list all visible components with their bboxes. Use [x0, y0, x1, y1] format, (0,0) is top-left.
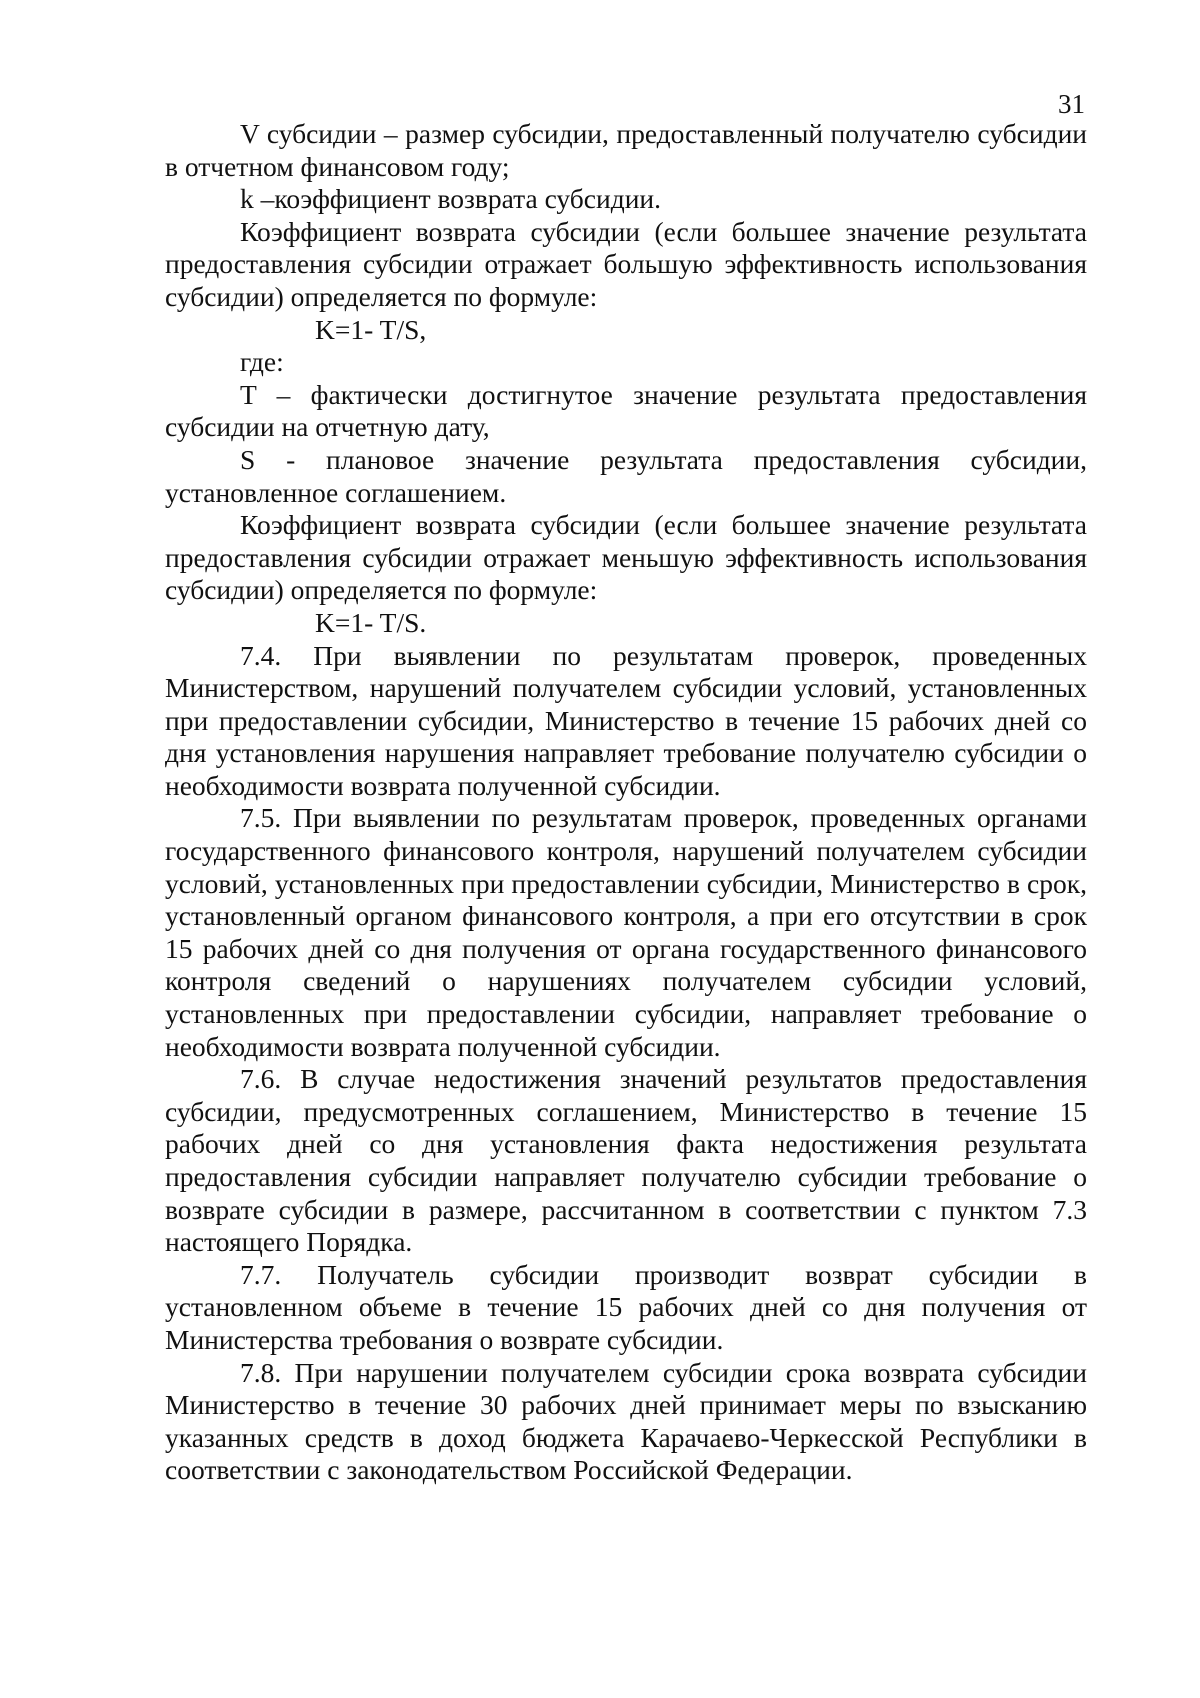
paragraph-7-4: 7.4. При выявлении по результатам проверок, проведенных Министерством, нарушений получателем субсидии условий, установленных при предоставлении субсидии, Министерство в течение 15 рабочих дней со дня установления нарушения направляет требование получателю субсидии о необходимости возврата полученной субсидии.: [165, 639, 1087, 801]
paragraph-coefficient-rule-2: Коэффициент возврата субсидии (если большее значение результата предоставления субсидии отражает меньшую эффективность использования субсидии) определяется по формуле:: [165, 509, 1087, 606]
paragraph-t-definition: T – фактически достигнутое значение результата предоставления субсидии на отчетную дату,: [165, 378, 1087, 443]
formula-1: K=1- T/S,: [315, 313, 427, 345]
paragraph-v-subsidy: V субсидии – размер субсидии, предоставленный получателю субсидии в отчетном финансовом году;: [165, 118, 1087, 182]
page-number: 31: [1058, 89, 1085, 119]
paragraph-7-6: 7.6. В случае недостижения значений результатов предоставления субсидии, предусмотренных соглашением, Министерство в течение 15 рабочих дней со дня установления факта недостижения результата предоставления субсидии направляет получателю субсидии требование о возврате субсидии в размере, рассчитанном в соответствии с пунктом 7.3 настоящего Порядка.: [165, 1063, 1087, 1258]
document-body: [165, 118, 1087, 1487]
paragraph-7-7: 7.7. Получатель субсидии производит возврат субсидии в установленном объеме в течение 15 рабочих дней со дня получения от Министерства требования о возврате субсидии.: [165, 1258, 1087, 1355]
paragraph-k-coefficient: k –коэффициент возврата субсидии.: [240, 183, 662, 215]
paragraph-coefficient-rule-1: Коэффициент возврата субсидии (если большее значение результата предоставления субсидии отражает большую эффективность использования субсидии) определяется по формуле:: [165, 215, 1087, 312]
paragraph-s-definition: S - плановое значение результата предоставления субсидии, установленное соглашением.: [165, 443, 1087, 508]
paragraph-where: где:: [240, 346, 284, 378]
paragraph-7-5: 7.5. При выявлении по результатам проверок, проведенных органами государственного финансового контроля, нарушений получателем субсидии условий, установленных при предоставлении субсидии, Министерство в срок, установленный органом финансового контроля, а при его отсутствии в срок 15 рабочих дней со дня получения от органа государственного финансового контроля сведений о нарушениях получателем субсидии условий, установленных при предоставлении субсидии, направляет требование о необходимости возврата полученной субсидии.: [165, 802, 1087, 1062]
formula-2: K=1- T/S.: [315, 606, 427, 638]
paragraph-7-8: 7.8. При нарушении получателем субсидии срока возврата субсидии Министерство в течение 30 рабочих дней принимает меры по взысканию указанных средств в доход бюджета Карачаево-Черкесской Республики в соответствии с законодательством Российской Федерации.: [165, 1356, 1087, 1486]
